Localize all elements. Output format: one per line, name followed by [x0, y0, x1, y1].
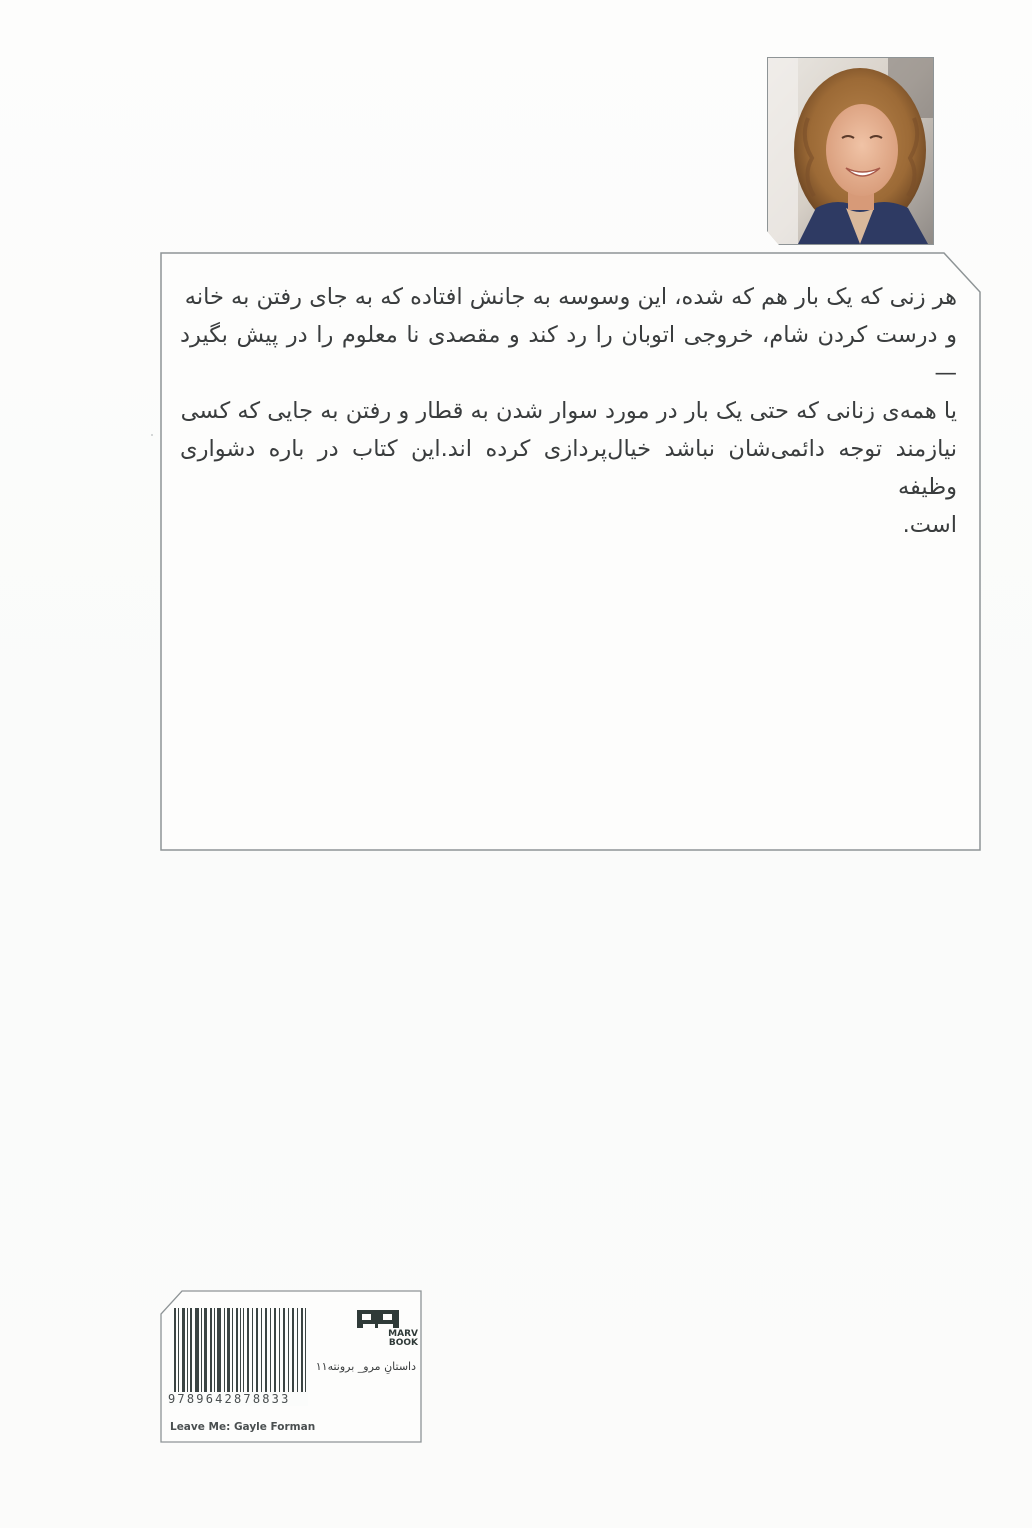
publisher-logo-icon [357, 1310, 399, 1328]
description-line: هر زنی که یک بار هم که شده، این وسوسه به جانش افتاده که به جای رفتن به خانه [184, 284, 957, 310]
print-speck [151, 434, 153, 436]
isbn-number: 9789642878833 [168, 1392, 308, 1406]
author-portrait-image [768, 58, 933, 244]
barcode-icon [174, 1308, 308, 1404]
title-author-label: Leave Me: Gayle Forman [170, 1421, 316, 1433]
publisher-name [340, 1330, 418, 1348]
series-label: داستانِ مرو_ برونته۱۱ [315, 1360, 416, 1373]
publisher-latin-line1: MARV [388, 1329, 418, 1339]
description-box [160, 252, 981, 851]
description-line: نیازمند توجه دائمی‌شان نباشد خیال‌پردازی کرده اند.این کتاب در باره دشواری وظیفه [180, 436, 957, 500]
description-line: یا همه‌ی زنانی که حتی یک بار در مورد سوار شدن به قطار و رفتن به جایی که کسی [180, 398, 957, 424]
description-line: و درست کردن شام، خروجی اتوبان را رد کند و مقصدی نا معلوم را در پیش بگیرد— [180, 322, 957, 386]
description-line: است. [902, 512, 957, 538]
author-photo [767, 57, 934, 245]
publisher-latin-line2: BOOK [388, 1338, 418, 1348]
barcode-panel [160, 1290, 422, 1443]
description-text [180, 278, 957, 544]
